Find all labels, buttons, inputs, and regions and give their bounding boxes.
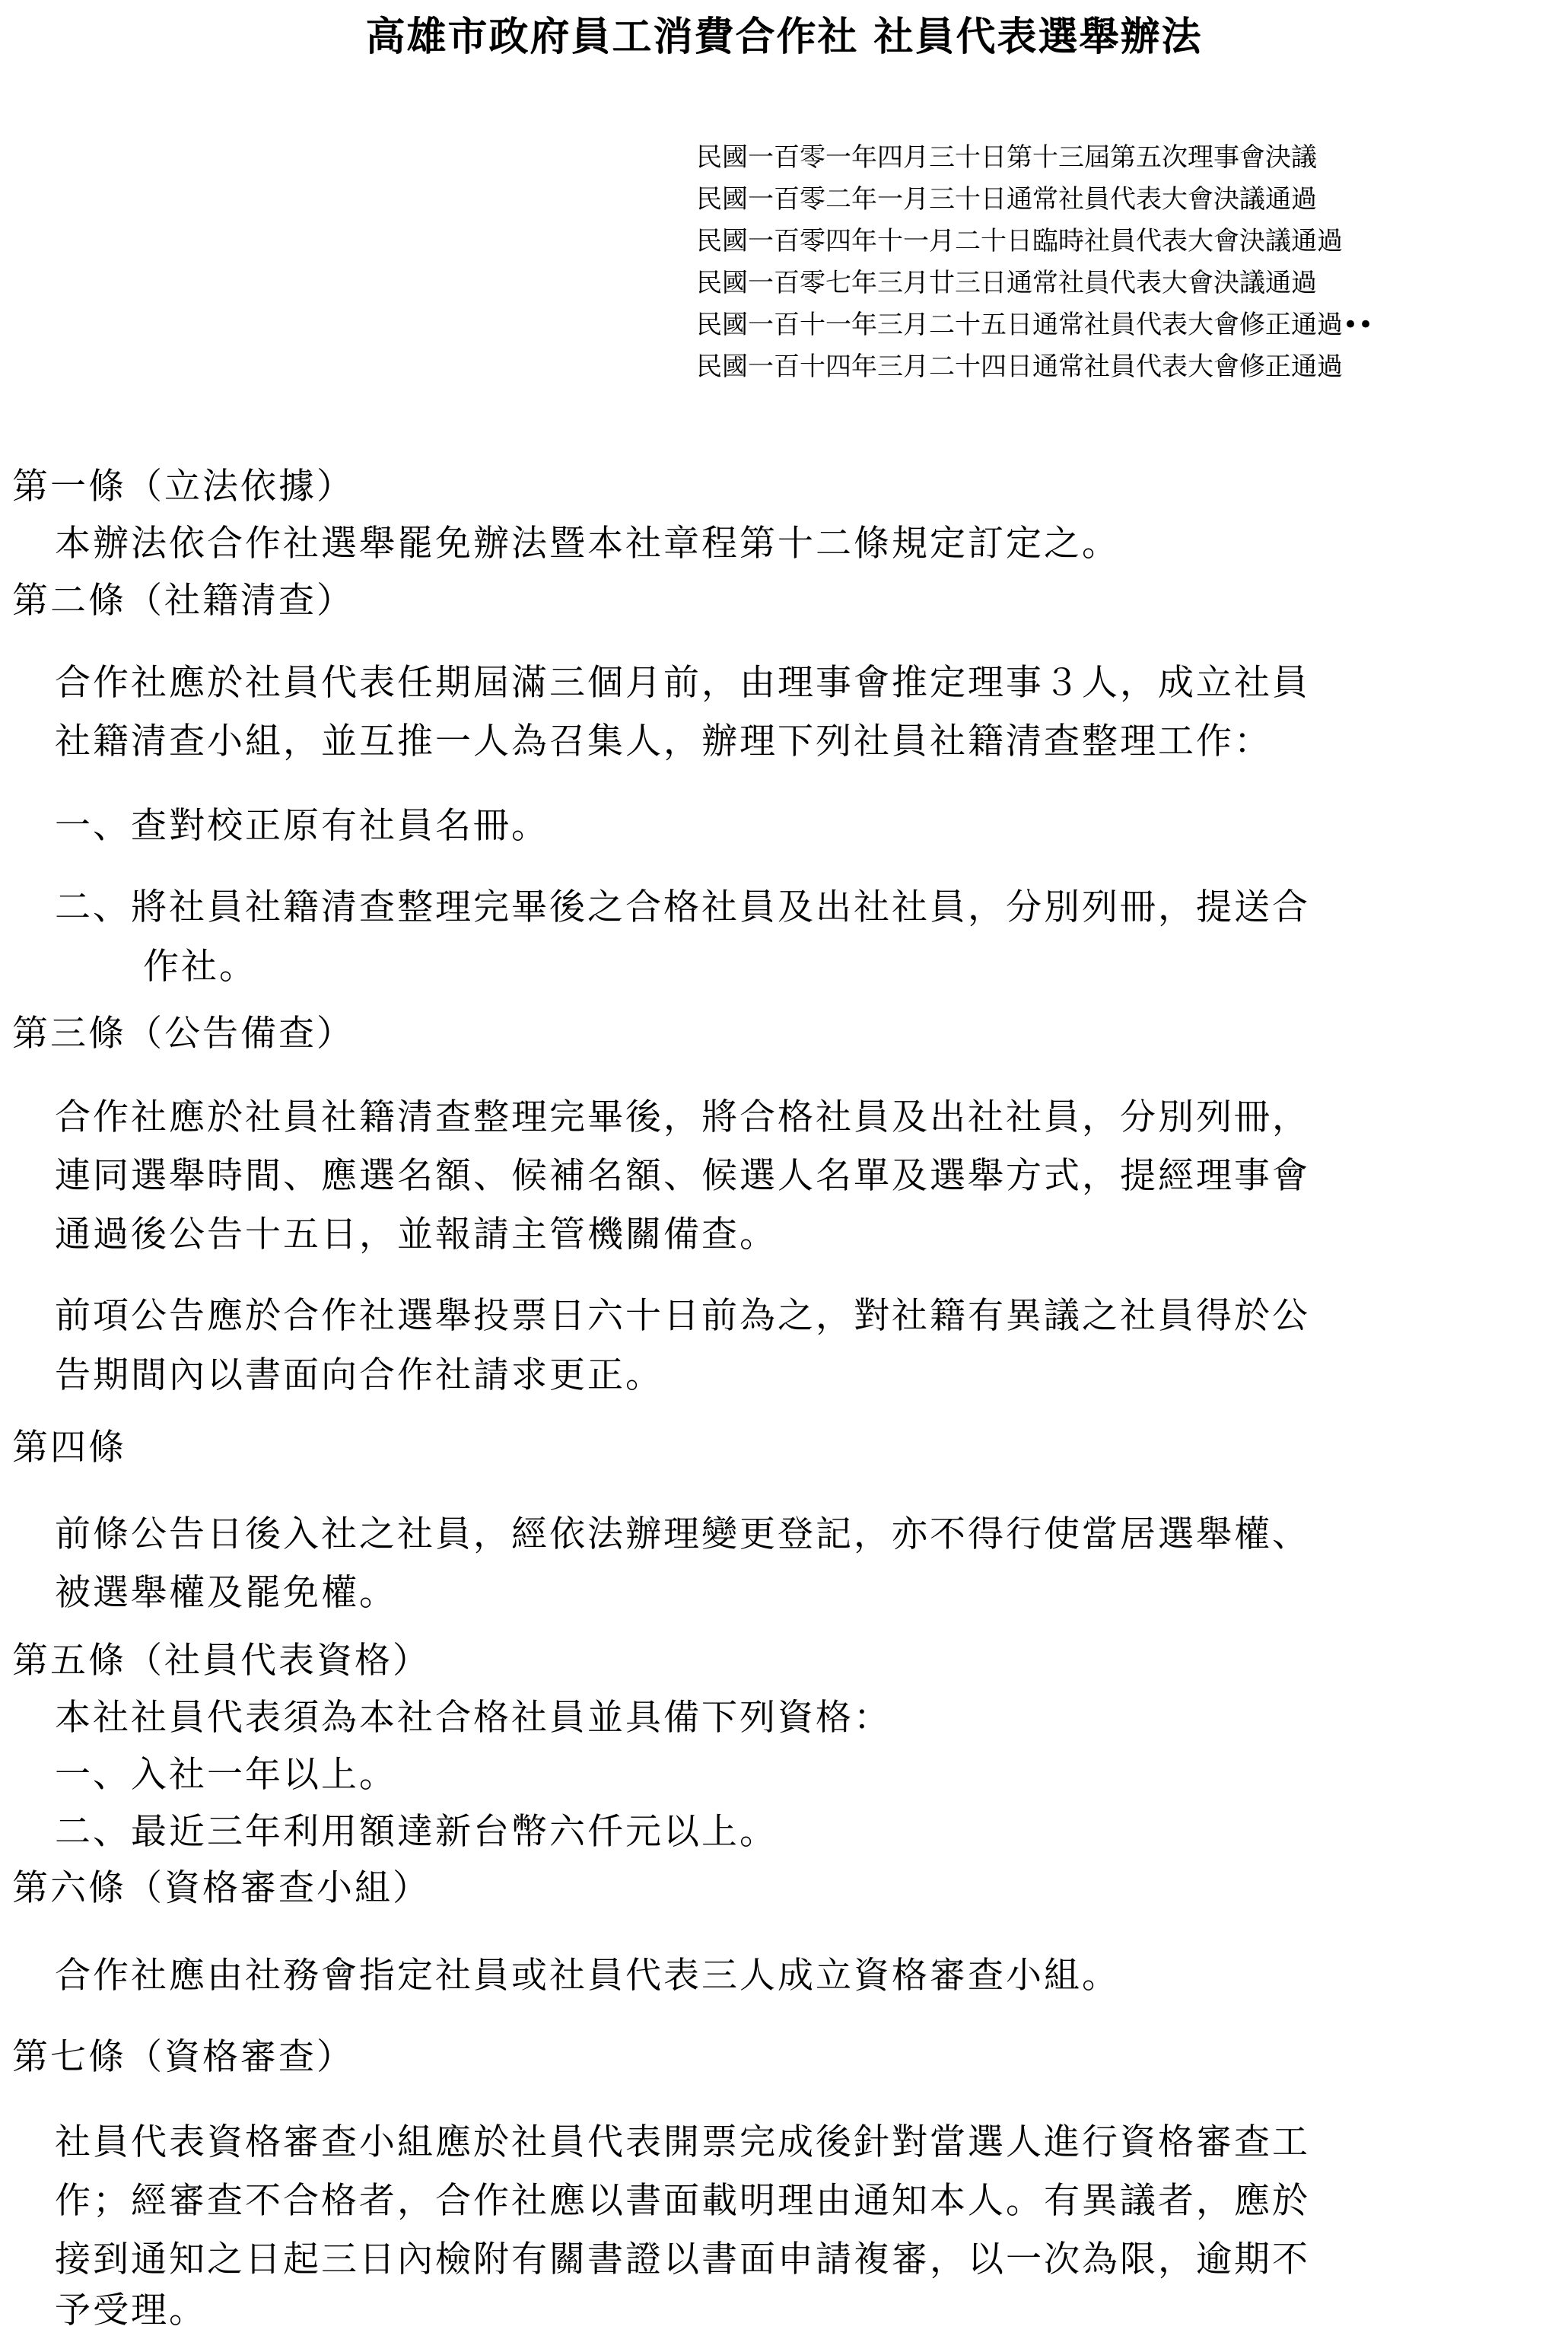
article-4-line: 前條公告日後入社之社員，經依法辦理變更登記，亦不得行使當居選舉權、 (55, 1513, 1310, 1555)
history-line: 民國一百十四年三月二十四日通常社員代表大會修正通過 (696, 352, 1343, 382)
history-line: 民國一百零七年三月廿三日通常社員代表大會決議通過 (696, 268, 1317, 298)
history-line: 民國一百零四年十一月二十日臨時社員代表大會決議通過 (696, 226, 1343, 256)
article-3-heading: 第三條（公告備查） (12, 1013, 355, 1055)
revision-history (696, 137, 1373, 388)
article-7-line: 社員代表資格審查小組應於社員代表開票完成後針對當選人進行資格審查工 (55, 2121, 1310, 2163)
history-line: 民國一百十一年三月二十五日通常社員代表大會修正通過•• (696, 310, 1374, 340)
article-7-line: 予受理。 (55, 2290, 207, 2331)
article-7-heading: 第七條（資格審查） (12, 2036, 355, 2078)
article-5-line: 二、最近三年利用額達新台幣六仟元以上。 (55, 1811, 778, 1853)
article-3-line: 告期間內以書面向合作社請求更正。 (55, 1354, 663, 1396)
article-5-line: 一、入社一年以上。 (55, 1754, 397, 1796)
article-3-line: 前項公告應於合作社選舉投票日六十日前為之，對社籍有異議之社員得於公 (55, 1295, 1310, 1337)
article-3-line: 合作社應於社員社籍清查整理完畢後，將合格社員及出社社員，分別列冊， (55, 1096, 1310, 1138)
article-1-line: 本辦法依合作社選舉罷免辦法暨本社章程第十二條規定訂定之。 (55, 523, 1120, 565)
article-2-line: 合作社應於社員代表任期屆滿三個月前，由理事會推定理事３人，成立社員 (55, 662, 1310, 704)
article-4-heading: 第四條 (12, 1427, 126, 1469)
article-2-line: 作社。 (143, 946, 257, 988)
article-3-line: 通過後公告十五日，並報請主管機關備查。 (55, 1214, 778, 1255)
article-2-line: 二、將社員社籍清查整理完畢後之合格社員及出社社員，分別列冊，提送合 (55, 886, 1310, 928)
history-line: 民國一百零一年四月三十日第十三屆第五次理事會決議 (696, 142, 1317, 173)
article-7-line: 作；經審查不合格者，合作社應以書面載明理由通知本人。有異議者，應於 (55, 2180, 1310, 2222)
history-line: 民國一百零二年一月三十日通常社員代表大會決議通過 (696, 184, 1317, 215)
article-1-heading: 第一條（立法依據） (12, 466, 355, 508)
article-6-line: 合作社應由社務會指定社員或社員代表三人成立資格審查小組。 (55, 1955, 1120, 1997)
article-6-heading: 第六條（資格審查小組） (12, 1867, 431, 1909)
document-title: 高雄市政府員工消費合作社 社員代表選舉辦法 (365, 14, 1203, 60)
article-7-line: 接到通知之日起三日內檢附有關書證以書面申請複審，以一次為限，逾期不 (55, 2239, 1310, 2280)
article-3-line: 連同選舉時間、應選名額、候補名額、候選人名單及選舉方式，提經理事會 (55, 1155, 1310, 1197)
article-2-line: 社籍清查小組，並互推一人為召集人，辦理下列社員社籍清查整理工作： (55, 721, 1272, 762)
article-5-heading: 第五條（社員代表資格） (12, 1640, 431, 1682)
article-2-heading: 第二條（社籍清查） (12, 580, 355, 622)
article-4-line: 被選舉權及罷免權。 (55, 1572, 397, 1614)
article-5-line: 本社社員代表須為本社合格社員並具備下列資格： (55, 1697, 892, 1739)
article-2-line: 一、查對校正原有社員名冊。 (55, 805, 549, 847)
